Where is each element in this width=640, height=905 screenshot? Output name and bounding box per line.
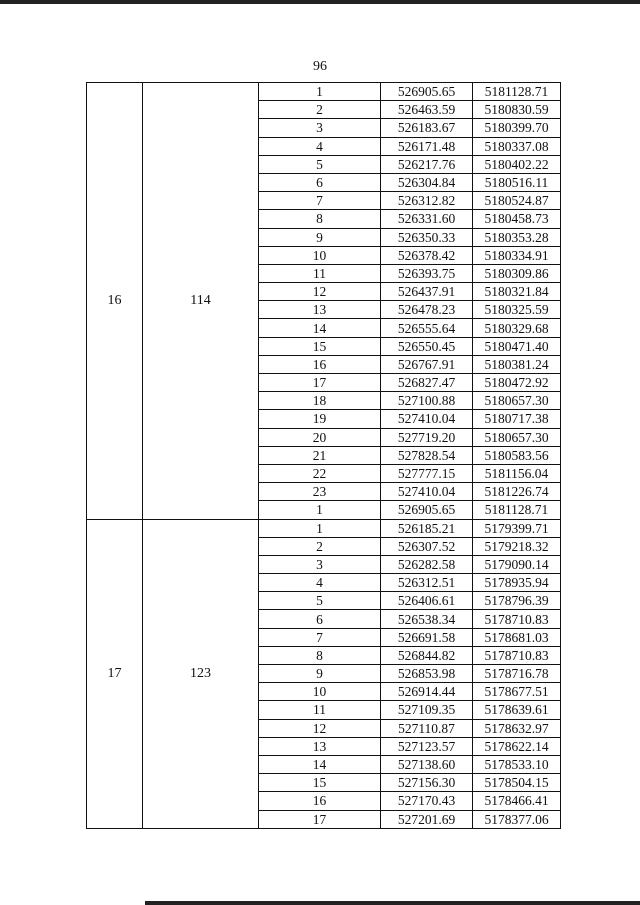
- point-number-cell: 6: [259, 610, 381, 628]
- group-id-cell: 16: [87, 83, 143, 520]
- y-coordinate-cell: 5180402.22: [473, 155, 561, 173]
- table-row: [87, 519, 561, 537]
- x-coordinate-cell: 526304.84: [381, 173, 473, 191]
- y-coordinate-cell: 5178533.10: [473, 755, 561, 773]
- y-coordinate-cell: 5180524.87: [473, 192, 561, 210]
- y-coordinate-cell: 5180353.28: [473, 228, 561, 246]
- x-coordinate-cell: 527170.43: [381, 792, 473, 810]
- x-coordinate-cell: 526282.58: [381, 555, 473, 573]
- x-coordinate-cell: 526331.60: [381, 210, 473, 228]
- y-coordinate-cell: 5178681.03: [473, 628, 561, 646]
- y-coordinate-cell: 5178710.83: [473, 610, 561, 628]
- y-coordinate-cell: 5180657.30: [473, 428, 561, 446]
- x-coordinate-cell: 526555.64: [381, 319, 473, 337]
- point-number-cell: 7: [259, 192, 381, 210]
- x-coordinate-cell: 526183.67: [381, 119, 473, 137]
- point-number-cell: 4: [259, 574, 381, 592]
- x-coordinate-cell: 527138.60: [381, 755, 473, 773]
- x-coordinate-cell: 527156.30: [381, 774, 473, 792]
- x-coordinate-cell: 526905.65: [381, 501, 473, 519]
- y-coordinate-cell: 5178710.83: [473, 646, 561, 664]
- y-coordinate-cell: 5178639.61: [473, 701, 561, 719]
- y-coordinate-cell: 5178796.39: [473, 592, 561, 610]
- point-number-cell: 22: [259, 464, 381, 482]
- point-number-cell: 10: [259, 683, 381, 701]
- x-coordinate-cell: 526312.82: [381, 192, 473, 210]
- point-number-cell: 17: [259, 374, 381, 392]
- point-number-cell: 3: [259, 555, 381, 573]
- y-coordinate-cell: 5178677.51: [473, 683, 561, 701]
- point-number-cell: 3: [259, 119, 381, 137]
- x-coordinate-cell: 526767.91: [381, 355, 473, 373]
- x-coordinate-cell: 526307.52: [381, 537, 473, 555]
- point-number-cell: 21: [259, 446, 381, 464]
- x-coordinate-cell: 526463.59: [381, 101, 473, 119]
- point-number-cell: 17: [259, 810, 381, 828]
- y-coordinate-cell: 5179399.71: [473, 519, 561, 537]
- y-coordinate-cell: 5178377.06: [473, 810, 561, 828]
- group-id-cell: 17: [87, 519, 143, 828]
- y-coordinate-cell: 5180830.59: [473, 101, 561, 119]
- point-number-cell: 15: [259, 774, 381, 792]
- x-coordinate-cell: 526844.82: [381, 646, 473, 664]
- point-number-cell: 13: [259, 737, 381, 755]
- x-coordinate-cell: 526217.76: [381, 155, 473, 173]
- point-number-cell: 9: [259, 665, 381, 683]
- point-number-cell: 1: [259, 519, 381, 537]
- point-number-cell: 23: [259, 483, 381, 501]
- point-number-cell: 18: [259, 392, 381, 410]
- point-number-cell: 14: [259, 319, 381, 337]
- x-coordinate-cell: 527410.04: [381, 483, 473, 501]
- x-coordinate-cell: 526691.58: [381, 628, 473, 646]
- y-coordinate-cell: 5180657.30: [473, 392, 561, 410]
- y-coordinate-cell: 5180337.08: [473, 137, 561, 155]
- x-coordinate-cell: 526406.61: [381, 592, 473, 610]
- point-number-cell: 14: [259, 755, 381, 773]
- group-value-cell: 123: [143, 519, 259, 828]
- x-coordinate-cell: 526437.91: [381, 283, 473, 301]
- y-coordinate-cell: 5179090.14: [473, 555, 561, 573]
- point-number-cell: 16: [259, 792, 381, 810]
- x-coordinate-cell: 527123.57: [381, 737, 473, 755]
- y-coordinate-cell: 5180329.68: [473, 319, 561, 337]
- y-coordinate-cell: 5181128.71: [473, 83, 561, 101]
- coordinates-table-body: [87, 83, 561, 829]
- point-number-cell: 13: [259, 301, 381, 319]
- y-coordinate-cell: 5179218.32: [473, 537, 561, 555]
- y-coordinate-cell: 5180334.91: [473, 246, 561, 264]
- x-coordinate-cell: 527410.04: [381, 410, 473, 428]
- y-coordinate-cell: 5181128.71: [473, 501, 561, 519]
- y-coordinate-cell: 5178504.15: [473, 774, 561, 792]
- y-coordinate-cell: 5178466.41: [473, 792, 561, 810]
- x-coordinate-cell: 527201.69: [381, 810, 473, 828]
- x-coordinate-cell: 526478.23: [381, 301, 473, 319]
- x-coordinate-cell: 526538.34: [381, 610, 473, 628]
- y-coordinate-cell: 5180583.56: [473, 446, 561, 464]
- y-coordinate-cell: 5180717.38: [473, 410, 561, 428]
- y-coordinate-cell: 5181156.04: [473, 464, 561, 482]
- x-coordinate-cell: 526853.98: [381, 665, 473, 683]
- point-number-cell: 16: [259, 355, 381, 373]
- y-coordinate-cell: 5178622.14: [473, 737, 561, 755]
- scan-edge-top: [0, 0, 640, 4]
- point-number-cell: 11: [259, 701, 381, 719]
- point-number-cell: 7: [259, 628, 381, 646]
- table-row: [87, 83, 561, 101]
- point-number-cell: 8: [259, 646, 381, 664]
- x-coordinate-cell: 527110.87: [381, 719, 473, 737]
- y-coordinate-cell: 5180516.11: [473, 173, 561, 191]
- page-number: 96: [313, 59, 327, 74]
- x-coordinate-cell: 527777.15: [381, 464, 473, 482]
- x-coordinate-cell: 526378.42: [381, 246, 473, 264]
- y-coordinate-cell: 5181226.74: [473, 483, 561, 501]
- x-coordinate-cell: 526185.21: [381, 519, 473, 537]
- y-coordinate-cell: 5178935.94: [473, 574, 561, 592]
- point-number-cell: 1: [259, 501, 381, 519]
- x-coordinate-cell: 526393.75: [381, 264, 473, 282]
- x-coordinate-cell: 526914.44: [381, 683, 473, 701]
- point-number-cell: 8: [259, 210, 381, 228]
- point-number-cell: 20: [259, 428, 381, 446]
- point-number-cell: 1: [259, 83, 381, 101]
- y-coordinate-cell: 5178716.78: [473, 665, 561, 683]
- y-coordinate-cell: 5178632.97: [473, 719, 561, 737]
- y-coordinate-cell: 5180471.40: [473, 337, 561, 355]
- point-number-cell: 15: [259, 337, 381, 355]
- y-coordinate-cell: 5180325.59: [473, 301, 561, 319]
- x-coordinate-cell: 526905.65: [381, 83, 473, 101]
- y-coordinate-cell: 5180381.24: [473, 355, 561, 373]
- x-coordinate-cell: 526827.47: [381, 374, 473, 392]
- point-number-cell: 19: [259, 410, 381, 428]
- x-coordinate-cell: 526350.33: [381, 228, 473, 246]
- point-number-cell: 11: [259, 264, 381, 282]
- y-coordinate-cell: 5180472.92: [473, 374, 561, 392]
- y-coordinate-cell: 5180399.70: [473, 119, 561, 137]
- point-number-cell: 2: [259, 101, 381, 119]
- x-coordinate-cell: 526171.48: [381, 137, 473, 155]
- x-coordinate-cell: 527100.88: [381, 392, 473, 410]
- group-value-cell: 114: [143, 83, 259, 520]
- coordinates-table: [86, 82, 561, 829]
- point-number-cell: 6: [259, 173, 381, 191]
- x-coordinate-cell: 527109.35: [381, 701, 473, 719]
- point-number-cell: 5: [259, 155, 381, 173]
- scan-edge-bottom: [145, 901, 640, 905]
- x-coordinate-cell: 527828.54: [381, 446, 473, 464]
- y-coordinate-cell: 5180321.84: [473, 283, 561, 301]
- y-coordinate-cell: 5180458.73: [473, 210, 561, 228]
- point-number-cell: 9: [259, 228, 381, 246]
- point-number-cell: 2: [259, 537, 381, 555]
- x-coordinate-cell: 526312.51: [381, 574, 473, 592]
- point-number-cell: 10: [259, 246, 381, 264]
- x-coordinate-cell: 526550.45: [381, 337, 473, 355]
- x-coordinate-cell: 527719.20: [381, 428, 473, 446]
- point-number-cell: 12: [259, 283, 381, 301]
- point-number-cell: 12: [259, 719, 381, 737]
- y-coordinate-cell: 5180309.86: [473, 264, 561, 282]
- point-number-cell: 5: [259, 592, 381, 610]
- point-number-cell: 4: [259, 137, 381, 155]
